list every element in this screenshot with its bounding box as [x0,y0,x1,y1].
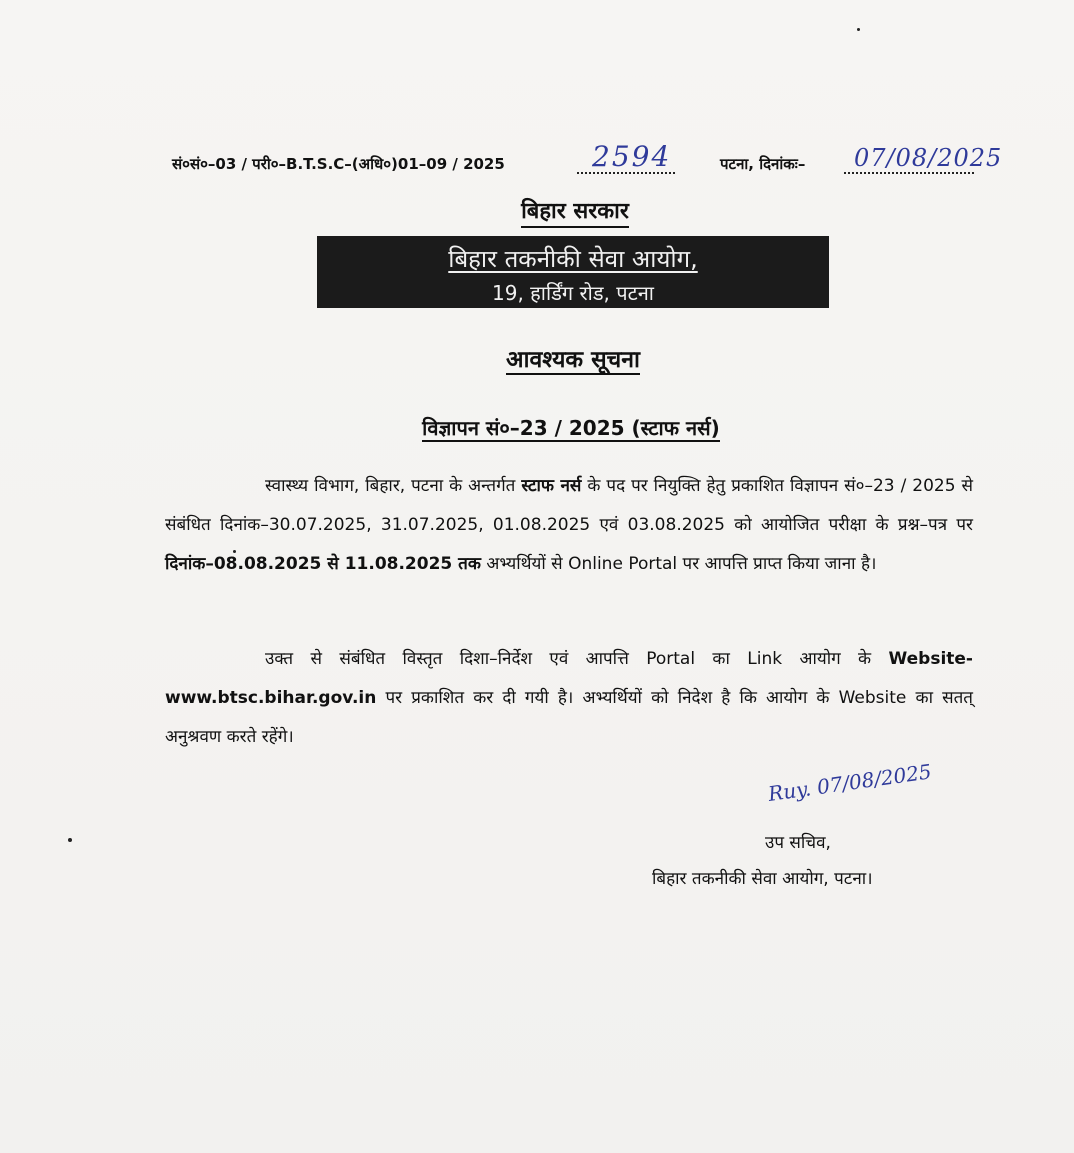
date-dotted-line [844,172,974,174]
commission-address: 19, हार्डिंग रोड, पटना [492,281,654,305]
scan-speck [233,550,236,553]
notice-paragraph-2 [165,640,973,757]
notice-paragraph-1 [165,467,973,584]
scan-speck [857,28,860,31]
para1-text-2: के पद पर नियुक्ति हेतु प्रकाशित विज्ञापन सं०–23 / 2025 से संबंधित दिनांक–30.07.2025, 31.07.2025, 01.08.2025 एवं 03.08.2025 को आयोजित परीक्षा के प्रश्न–पत्र पर [165,476,973,535]
signatory-designation: उप सचिव, [765,833,831,853]
para1-bold-dates: दिनांक–08.08.2025 से 11.08.2025 तक [165,554,481,574]
advertisement-heading [0,414,1074,441]
government-label: बिहार सरकार [521,199,629,228]
handwritten-letter-number: 2594 [592,140,672,173]
handwritten-signature: Ruy. 07/08/2025 [766,759,933,806]
commission-name: बिहार तकनीकी सेवा आयोग, [448,245,698,273]
para2-text-1: उक्त से संबंधित विस्तृत दिशा–निर्देश एवं आपत्ति Portal का Link आयोग के [265,649,889,669]
scan-speck [68,838,72,842]
header-line [172,140,1032,184]
letter-number: सं०सं०–03 / परी०–B.T.S.C–(अधि०)01–09 / 2025 [172,155,505,173]
para2-bold-website: Website- www.btsc.bihar.gov.in [165,649,973,708]
notice-title: आवश्यक सूचना [506,347,640,373]
para2-text-2: पर प्रकाशित कर दी गयी है। अभ्यर्थियों को निदेश है कि आयोग के Website का सतत् अनुश्रवण करते रहेंगे। [165,688,973,747]
signatory-office: बिहार तकनीकी सेवा आयोग, पटना। [652,869,873,889]
para1-bold-post: स्टाफ नर्स [521,476,582,496]
para1-text-3: अभ्यर्थियों से Online Portal पर आपत्ति प्राप्त किया जाना है। [480,554,877,574]
place-date-label: पटना, दिनांकः– [720,155,806,173]
para1-text-1: स्वास्थ्य विभाग, बिहार, पटना के अन्तर्गत [265,476,522,496]
notice-heading [0,342,1074,374]
government-heading [0,195,1074,225]
advertisement-title: विज्ञापन सं०–23 / 2025 (स्टाफ नर्स) [422,416,720,440]
handwritten-date: 07/08/2025 [854,144,1003,172]
commission-banner [317,236,829,308]
